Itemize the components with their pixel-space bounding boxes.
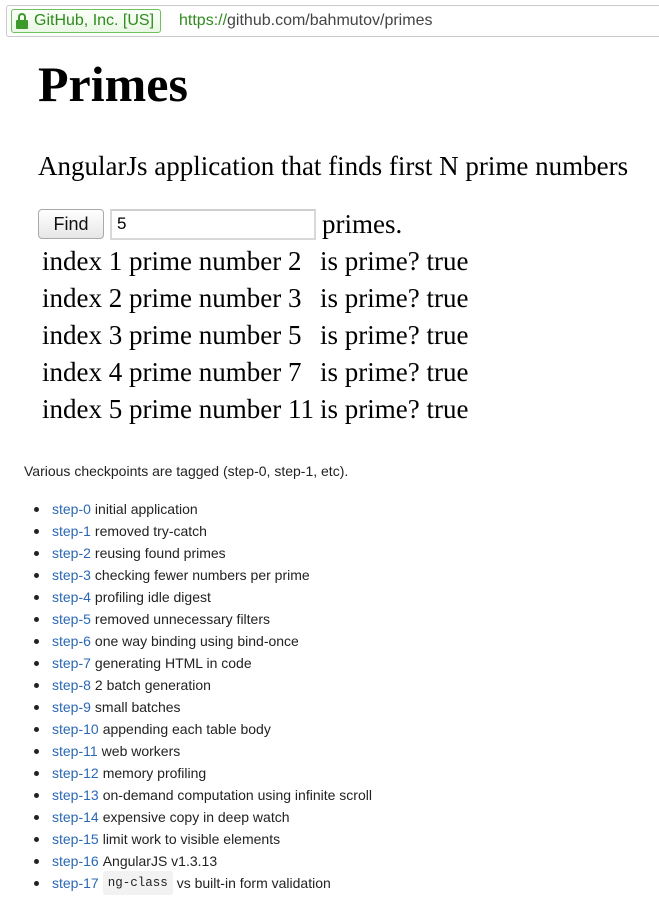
result-index-prime <box>42 243 318 280</box>
result-row <box>42 317 468 354</box>
prime-value: 7 <box>287 357 302 387</box>
bullet-icon <box>34 617 39 622</box>
step-description: memory profiling <box>102 765 207 781</box>
is-prime-prefix: is prime? <box>319 394 420 424</box>
prime-prefix: prime number <box>129 394 282 424</box>
step-description: removed unnecessary filters <box>94 611 270 627</box>
list-item <box>34 696 372 718</box>
index-prefix: index <box>42 394 102 424</box>
list-item <box>34 520 372 542</box>
step-tag-link[interactable]: step-15 <box>52 831 99 847</box>
step-tag-link[interactable]: step-7 <box>52 655 91 671</box>
step-tag-link[interactable]: step-1 <box>52 523 91 539</box>
step-description: on-demand computation using infinite scroll <box>102 787 372 803</box>
step-description: web workers <box>101 743 181 759</box>
bullet-icon <box>34 837 39 842</box>
step-tag-link[interactable]: step-16 <box>52 853 99 869</box>
result-is-prime <box>320 280 468 317</box>
list-item <box>34 498 372 520</box>
index-value: 1 <box>108 246 123 276</box>
result-index-prime <box>42 317 318 354</box>
checkpoints-intro: Various checkpoints are tagged (step-0, step-1, etc). <box>24 463 349 479</box>
bullet-icon <box>34 881 39 886</box>
find-button[interactable]: Find <box>38 209 104 239</box>
bullet-icon <box>34 727 39 732</box>
step-tag-link[interactable]: step-2 <box>52 545 91 561</box>
security-label: GitHub, Inc. [US] <box>34 12 155 29</box>
step-tag-link[interactable]: step-12 <box>52 765 99 781</box>
step-description: 2 batch generation <box>94 677 211 693</box>
step-description: limit work to visible elements <box>102 831 281 847</box>
index-prefix: index <box>42 320 102 350</box>
step-description: vs built-in form validation <box>176 875 331 891</box>
index-value: 5 <box>108 394 123 424</box>
address-bar <box>0 0 659 44</box>
prime-value: 2 <box>287 246 302 276</box>
list-item <box>34 674 372 696</box>
result-is-prime <box>320 317 468 354</box>
step-description: AngularJS v1.3.13 <box>102 853 218 869</box>
list-item <box>34 806 372 828</box>
bullet-icon <box>34 507 39 512</box>
step-description: removed try-catch <box>94 523 207 539</box>
url-text[interactable] <box>179 9 432 33</box>
count-input[interactable] <box>110 209 316 240</box>
is-prime-prefix: is prime? <box>319 357 420 387</box>
step-tag-link[interactable]: step-6 <box>52 633 91 649</box>
step-tag-link[interactable]: step-5 <box>52 611 91 627</box>
bullet-icon <box>34 793 39 798</box>
padlock-icon <box>16 13 28 29</box>
step-description: appending each table body <box>102 721 271 737</box>
result-index-prime <box>42 391 318 428</box>
list-item <box>34 608 372 630</box>
prime-value: 3 <box>287 283 302 313</box>
step-description: expensive copy in deep watch <box>102 809 290 825</box>
bullet-icon <box>34 815 39 820</box>
step-description: reusing found primes <box>94 545 226 561</box>
index-prefix: index <box>42 357 102 387</box>
find-form <box>38 208 402 240</box>
result-is-prime <box>320 391 468 428</box>
step-tag-link[interactable]: step-0 <box>52 501 91 517</box>
bullet-icon <box>34 551 39 556</box>
bullet-icon <box>34 683 39 688</box>
is-prime-prefix: is prime? <box>319 283 420 313</box>
list-item <box>34 762 372 784</box>
prime-value: 11 <box>287 394 314 424</box>
bullet-icon <box>34 639 39 644</box>
step-tag-link[interactable]: step-4 <box>52 589 91 605</box>
is-prime-prefix: is prime? <box>319 320 420 350</box>
step-tag-link[interactable]: step-14 <box>52 809 99 825</box>
list-item <box>34 784 372 806</box>
is-prime-value: true <box>426 283 469 313</box>
prime-prefix: prime number <box>129 283 282 313</box>
bullet-icon <box>34 859 39 864</box>
page-subtitle: AngularJs application that finds first N prime numbers <box>38 151 629 181</box>
results-table <box>40 243 470 428</box>
list-item <box>34 586 372 608</box>
url-scheme: https:// <box>179 12 228 29</box>
prime-value: 5 <box>287 320 302 350</box>
list-item <box>34 872 372 894</box>
result-row <box>42 243 468 280</box>
result-row <box>42 280 468 317</box>
bullet-icon <box>34 573 39 578</box>
step-description: initial application <box>94 501 198 517</box>
result-index-prime <box>42 280 318 317</box>
step-description: small batches <box>94 699 181 715</box>
list-item <box>34 828 372 850</box>
security-badge[interactable] <box>11 9 161 33</box>
index-value: 4 <box>108 357 123 387</box>
find-suffix: primes. <box>322 209 403 239</box>
page-title: Primes <box>38 56 188 112</box>
bullet-icon <box>34 771 39 776</box>
step-description: one way binding using bind-once <box>94 633 299 649</box>
inline-code: ng-class <box>103 871 173 895</box>
step-tag-link[interactable]: step-3 <box>52 567 91 583</box>
url-path: github.com/bahmutov/primes <box>227 12 433 29</box>
index-value: 3 <box>108 320 123 350</box>
bullet-icon <box>34 529 39 534</box>
bullet-icon <box>34 595 39 600</box>
list-item <box>34 542 372 564</box>
result-row <box>42 391 468 428</box>
is-prime-value: true <box>426 246 469 276</box>
prime-prefix: prime number <box>129 320 282 350</box>
list-item <box>34 652 372 674</box>
is-prime-value: true <box>426 394 469 424</box>
step-tag-link[interactable]: step-13 <box>52 787 99 803</box>
bullet-icon <box>34 661 39 666</box>
is-prime-value: true <box>426 320 469 350</box>
result-row <box>42 354 468 391</box>
list-item <box>34 850 372 872</box>
step-tag-link[interactable]: step-17 <box>52 875 99 891</box>
step-tag-link[interactable]: step-11 <box>52 743 98 759</box>
step-tag-link[interactable]: step-9 <box>52 699 91 715</box>
result-is-prime <box>320 354 468 391</box>
step-tag-link[interactable]: step-8 <box>52 677 91 693</box>
is-prime-prefix: is prime? <box>319 246 420 276</box>
list-item <box>34 740 372 762</box>
step-tag-link[interactable]: step-10 <box>52 721 99 737</box>
result-is-prime <box>320 243 468 280</box>
bullet-icon <box>34 749 39 754</box>
is-prime-value: true <box>426 357 469 387</box>
list-item <box>34 564 372 586</box>
prime-prefix: prime number <box>129 246 282 276</box>
step-description: generating HTML in code <box>94 655 252 671</box>
step-description: profiling idle digest <box>94 589 211 605</box>
list-item <box>34 630 372 652</box>
result-index-prime <box>42 354 318 391</box>
index-value: 2 <box>108 283 123 313</box>
bullet-icon <box>34 705 39 710</box>
checkpoints-list <box>34 498 372 894</box>
index-prefix: index <box>42 283 102 313</box>
prime-prefix: prime number <box>129 357 282 387</box>
url-box[interactable] <box>6 5 659 37</box>
list-item <box>34 718 372 740</box>
index-prefix: index <box>42 246 102 276</box>
step-description: checking fewer numbers per prime <box>94 567 310 583</box>
